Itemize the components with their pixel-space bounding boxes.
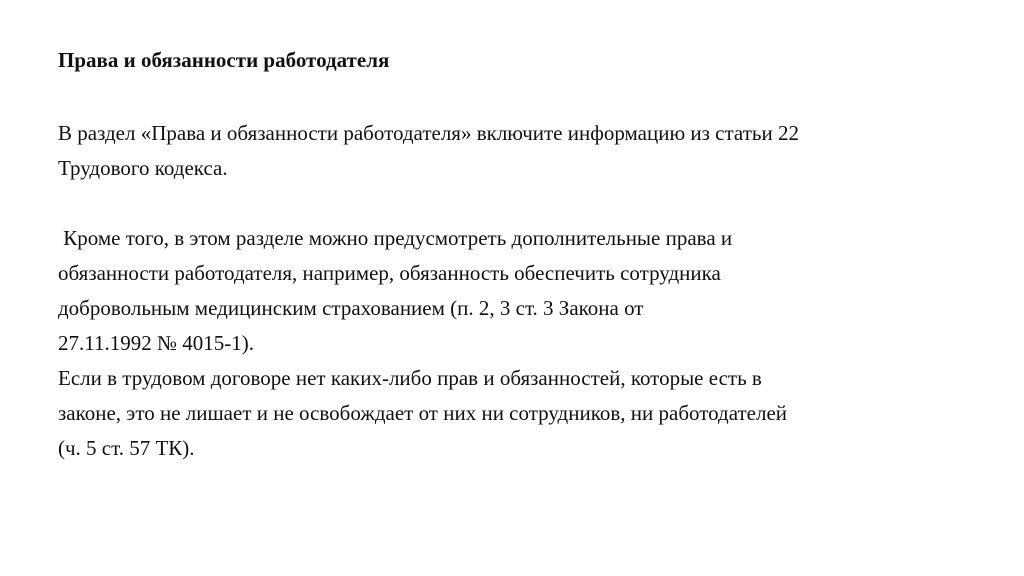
body-line: Если в трудовом договоре нет каких-либо прав и обязанностей, которые есть в — [58, 366, 762, 390]
body-line: Трудового кодекса. — [58, 156, 228, 180]
slide-title: Права и обязанности работодателя — [58, 48, 390, 72]
body-blank-line — [58, 186, 988, 221]
body-line: (ч. 5 ст. 57 ТК). — [58, 436, 195, 460]
slide-body — [58, 116, 988, 466]
body-line: обязанности работодателя, например, обязанность обеспечить сотрудника — [58, 261, 721, 285]
body-line: В раздел «Права и обязанности работодателя» включите информацию из статьи 22 — [58, 121, 799, 145]
body-line: 27.11.1992 № 4015-1). — [58, 331, 254, 355]
body-line: добровольным медицинским страхованием (п. 2, 3 ст. 3 Закона от — [58, 296, 644, 320]
body-line: Кроме того, в этом разделе можно предусмотреть дополнительные права и — [58, 226, 733, 250]
body-line: законе, это не лишает и не освобождает от них ни сотрудников, ни работодателей — [58, 401, 788, 425]
